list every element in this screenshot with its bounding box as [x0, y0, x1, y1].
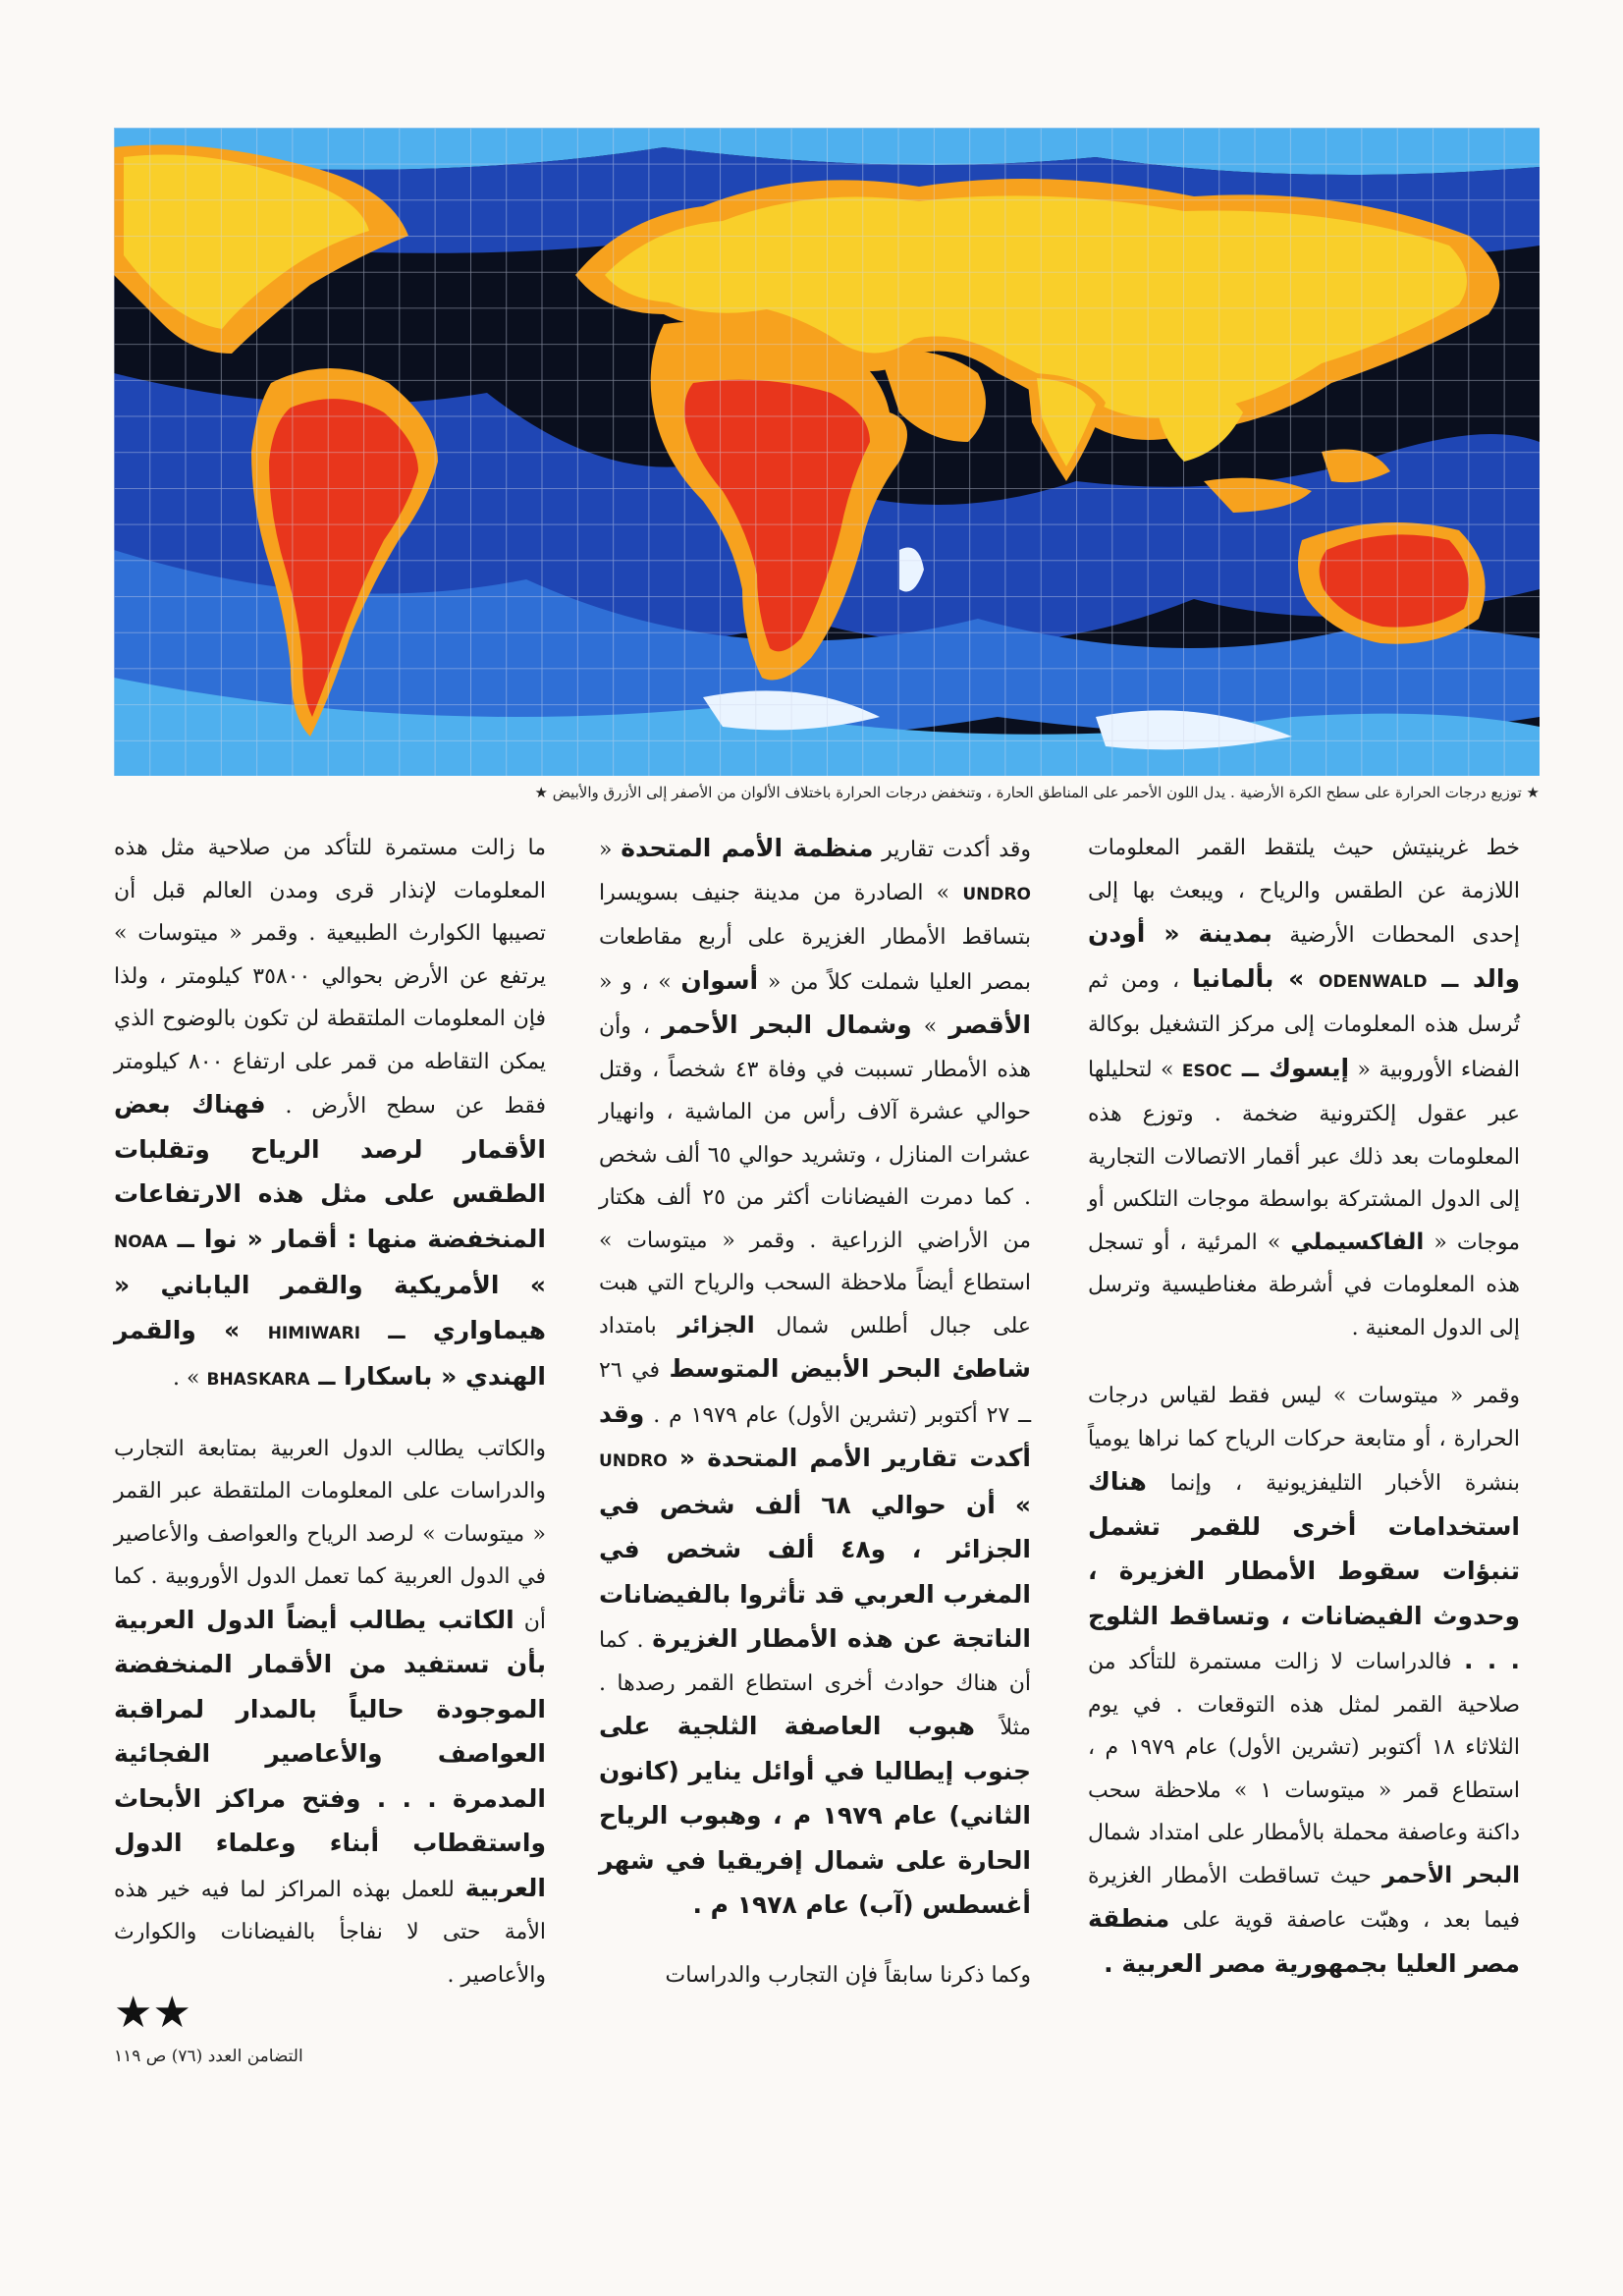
bold-run: وقد أكدت تقارير الأمم المتحدة «	[599, 1398, 1031, 1472]
column-left	[114, 827, 546, 1996]
latin-term: UNDRO	[962, 884, 1031, 904]
text-run: » المرئية ، أو تسجل هذه المعلومات في أشرطة مغناطيسية وترسل إلى الدول المعنية .	[1088, 1230, 1520, 1340]
world-temperature-map	[114, 128, 1540, 776]
paragraph	[599, 827, 1031, 1929]
text-run: وقمر « ميتوسات » ليس فقط لقياس درجات الحرارة ، أو متابعة حركات الرياح كما نراها يومياً بنشرة الأخبار التليفزيونية ، وإنما	[1088, 1384, 1520, 1496]
latin-term: HIMIWARI	[267, 1323, 361, 1343]
bold-run: إيسوك ــ	[1231, 1053, 1350, 1082]
bold-run: فهناك بعض الأقمار لرصد الرياح وتقلبات الطقس على مثل هذه الارتفاعات المنخفضة منها : أقمار « نوا ــ	[114, 1090, 546, 1253]
bold-run: هناك استخدامات أخرى للقمر تشمل تنبؤات سقوط الأمطار الغزيرة ، وحدوث الفيضانات ، وتساقط الثلوج . . .	[1088, 1467, 1520, 1674]
text-run: » ، و «	[599, 969, 681, 995]
bold-run: أسوان	[680, 965, 759, 995]
paragraph	[1088, 827, 1520, 1349]
bold-run: منظمة الأمم المتحدة	[621, 834, 874, 862]
text-run: ما زالت مستمرة للتأكد من صلاحية مثل هذه المعلومات لإنذار قرى ومدن العالم قبل أن تصيبها الكوارث الطبيعية . وقمر « ميتوسات » يرتفع عن الأرض بحوالي ٣٥٨٠٠ كيلومتر ، ولذا فإن المعلومات الملتقطة لن تكون بالوضوح الذي يمكن التقاطه من قمر على ارتفاع ٨٠٠ كيلومتر فقط عن سطح الأرض .	[114, 836, 547, 1119]
page-footer: التضامن العدد (٧٦) ص ١١٩	[114, 2047, 303, 2066]
latin-term: BHASKARA	[206, 1370, 310, 1390]
text-run: » لتحليلها عبر عقول إلكترونية ضخمة . وتوزع هذه المعلومات بعد ذلك عبر أقمار الاتصالات التجارية إلى الدول المشتركة بواسطة موجات التلكس أو موجات «	[1088, 1057, 1520, 1255]
latin-term: UNDRO	[599, 1451, 668, 1471]
bold-run: » بألمانيا	[1192, 963, 1319, 993]
text-run: للعمل بهذه المراكز لما فيه خير هذه الأمة حتى لا نفاجأ بالفيضانات والكوارث والأعاصير .	[114, 1877, 546, 1988]
text-run: خط غرينيتش حيث يلتقط القمر المعلومات اللازمة عن الطقس والرياح ، ويبعث بها إلى إحدى المحطات الأرضية	[1088, 836, 1520, 948]
bold-run: هبوب العاصفة الثلجية على جنوب إيطاليا في أوائل يناير (كانون الثاني) عام ١٩٧٩ م ، وهبوب الرياح الحارة على شمال إفريقيا في شهر أغسطس (آب) عام ١٩٧٨ م .	[599, 1712, 1031, 1919]
text-run: . كما أن هناك حوادث أخرى استطاع القمر رصدها . مثلاً	[599, 1628, 1031, 1740]
text-run: والكاتب يطالب الدول العربية بمتابعة التجارب والدراسات على المعلومات الملتقطة عبر القمر « ميتوسات » لرصد الرياح والعواصف والأعاصير في الدول العربية كما تعمل الدول الأوروبية . كما أن	[114, 1436, 546, 1634]
text-run: » .	[173, 1366, 207, 1391]
text-run: وقد أكدت تقارير	[873, 838, 1031, 862]
bold-run: البحر الأحمر	[1381, 1862, 1520, 1888]
figure-caption: ★ توزيع درجات الحرارة على سطح الكرة الأرضية . يدل اللون الأحمر على المناطق الحارة ، وتنخفض درجات الحرارة باختلاف الألوان من الأصفر إلى الأزرق والأبيض ★	[534, 784, 1540, 801]
paragraph: وكما ذكرنا سابقاً فإن التجارب والدراسات	[665, 1962, 1031, 1988]
latin-term: ESOC	[1181, 1061, 1232, 1081]
bold-run: الأقصر	[948, 1011, 1031, 1039]
bold-run: الكاتب يطالب أيضاً الدول العربية بأن تستفيد من الأقمار المنخفضة الموجودة حالياً بالمدار لمراقبة العواصف والأعاصير الفجائية المدمرة . . . وفتح مراكز الأبحاث واستقطاب أبناء وعلماء الدول العربية	[114, 1605, 546, 1902]
paragraph	[114, 1428, 546, 1997]
bold-run: شاطئ البحر الأبيض المتوسط	[669, 1354, 1032, 1383]
text-run: في ٢٦ ــ ٢٧ أكتوبر (تشرين الأول) عام ١٩٧٩ م .	[599, 1358, 1032, 1428]
text-run: ، ومن ثم تُرسل هذه المعلومات إلى مركز التشغيل بوكالة الفضاء الأوروبية «	[1088, 967, 1520, 1082]
bold-run: الجزائر	[677, 1312, 755, 1339]
bold-run: » والقمر الهندي « باسكارا ــ	[114, 1315, 546, 1391]
column-right	[1088, 827, 1520, 1987]
bold-run: » الأمريكية والقمر الياباني « هيماواري ــ	[114, 1271, 546, 1344]
text-run: فالدراسات لا زالت مستمرة للتأكد من صلاحية القمر لمثل هذه التوقعات . في يوم الثلاثاء ١٨ أكتوبر (تشرين الأول) عام ١٩٧٩ م ، استطاع قمر « ميتوسات ١ » ملاحظة سحب داكنة وعاصفة محملة بالأمطار على امتداد شمال	[1088, 1650, 1520, 1845]
paragraph	[1088, 1375, 1520, 1987]
map-graphic	[114, 128, 1540, 776]
text-run: » الصادرة من مدينة جنيف بسويسرا بتساقط الأمطار الغزيرة على أربع مقاطعات بمصر العليا شملت كلاً من «	[599, 880, 1031, 995]
bold-run: الفاكسيملي	[1290, 1229, 1425, 1255]
bold-run: » أن حوالي ٦٨ ألف شخص في الجزائر ، و٤٨ ألف شخص في المغرب العربي قد تأثروا بالفيضانات الناتجة عن هذه الأمطار الغزيرة	[599, 1490, 1032, 1653]
text-run: حيث تساقطت الأمطار الغزيرة فيما بعد ، وهبّت عاصفة قوية على	[1088, 1863, 1520, 1933]
end-mark: ★★	[114, 1988, 191, 2038]
text-run: «	[599, 838, 622, 862]
paragraph	[114, 827, 546, 1402]
text-run: ، وأن هذه الأمطار تسببت في وفاة ٤٣ شخصاً ، وقتل حوالي عشرة آلاف رأس من الماشية ، وانهيار عشرات المنازل ، وتشريد حوالي ٦٥ ألف شخص . كما دمرت الفيضانات أكثر من ٢٥ ألف هكتار من الأراضي الزراعية . وقمر « ميتوسات » استطاع أيضاً ملاحظة السحب والرياح التي هبت على جبال أطلس شمال	[599, 1014, 1032, 1339]
text-run: »	[911, 1014, 949, 1039]
column-middle	[599, 827, 1031, 1996]
latin-term: ODENWALD	[1319, 971, 1428, 992]
latin-term: NOAA	[114, 1231, 168, 1252]
text-run: بامتداد	[599, 1313, 678, 1339]
bold-run: منطقة مصر العليا بجمهورية مصر العربية .	[1088, 1904, 1520, 1978]
bold-run: بمدينة « أودن والد ــ	[1088, 919, 1520, 993]
bold-run: وشمال البحر الأحمر	[662, 1011, 912, 1039]
